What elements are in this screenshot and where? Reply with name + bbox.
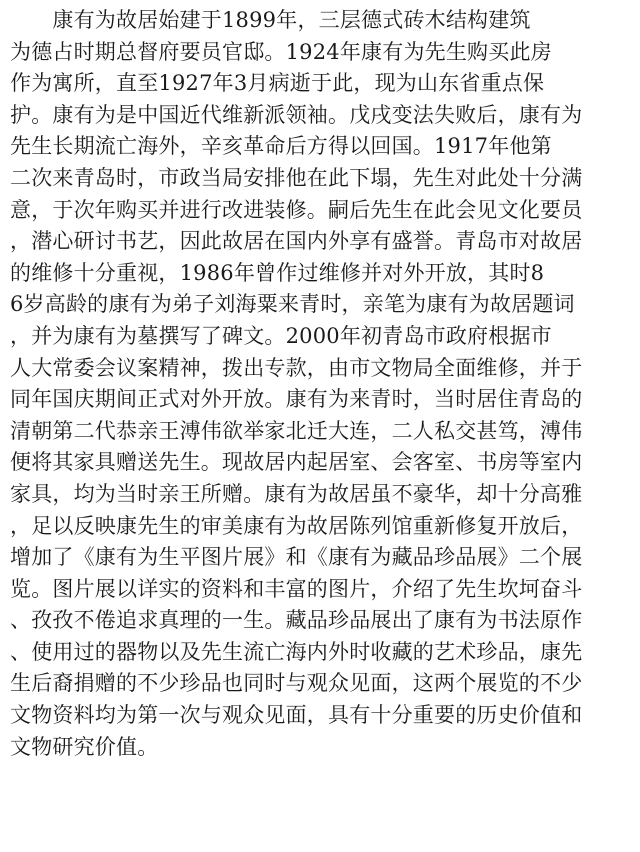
text-line: 的维修十分重视，1986年曾作过维修并对外开放，其时8 [10, 260, 545, 285]
text-line: 为德占时期总督府要员官邸。1924年康有为先生购买此房 [10, 39, 552, 64]
text-line: 同年国庆期间正式对外开放。康有为来青时，当时居住青岛的 [10, 387, 583, 412]
text-line: 作为寓所，直至1927年3月病逝于此，现为山东省重点保 [10, 71, 545, 96]
text-line: 清朝第二代恭亲王溥伟欲举家北迁大连，二人私交甚笃，溥伟 [10, 418, 583, 443]
text-line: 意，于次年购买并进行改进装修。嗣后先生在此会见文化要员 [10, 197, 583, 222]
text-line: 、孜孜不倦追求真理的一生。藏品珍品展出了康有为书法原作 [10, 608, 583, 633]
text-line: 6岁高龄的康有为弟子刘海粟来青时，亲笔为康有为故居题词 [10, 292, 575, 317]
text-line: 、使用过的器物以及先生流亡海内外时收藏的艺术珍品，康先 [10, 639, 583, 664]
text-line: 人大常委会议案精神，拨出专款，由市文物局全面维修，并于 [10, 355, 583, 380]
text-line: 文物研究价值。 [10, 734, 159, 759]
text-line: 二次来青岛时，市政当局安排他在此下塌，先生对此处十分满 [10, 165, 583, 190]
text-line: ，并为康有为墓撰写了碑文。2000年初青岛市政府根据市 [10, 323, 552, 348]
text-line: ，潜心研讨书艺，因此故居在国内外享有盛誉。青岛市对故居 [10, 229, 583, 254]
text-line: 便将其家具赠送先生。现故居内起居室、会客室、书房等室内 [10, 450, 583, 475]
text-line: 家具，均为当时亲王所赠。康有为故居虽不豪华，却十分高雅 [10, 481, 583, 506]
text-line: 护。康有为是中国近代维新派领袖。戊戌变法失败后，康有为 [10, 102, 583, 127]
text-line: 生后裔捐赠的不少珍品也同时与观众见面，这两个展览的不少 [10, 671, 583, 696]
text-line: 览。图片展以详实的资料和丰富的图片，介绍了先生坎坷奋斗 [10, 576, 583, 601]
text-line: 先生长期流亡海外，辛亥革命后方得以回国。1917年他第 [10, 134, 552, 159]
text-line: ，足以反映康先生的审美康有为故居陈列馆重新修复开放后， [10, 513, 583, 538]
text-line: 文物资料均为第一次与观众见面，具有十分重要的历史价值和 [10, 703, 583, 728]
text-line: 康有为故居始建于1899年，三层德式砖木结构建筑 [10, 8, 531, 32]
text-line: 增加了《康有为生平图片展》和《康有为藏品珍品展》二个展 [10, 545, 583, 570]
